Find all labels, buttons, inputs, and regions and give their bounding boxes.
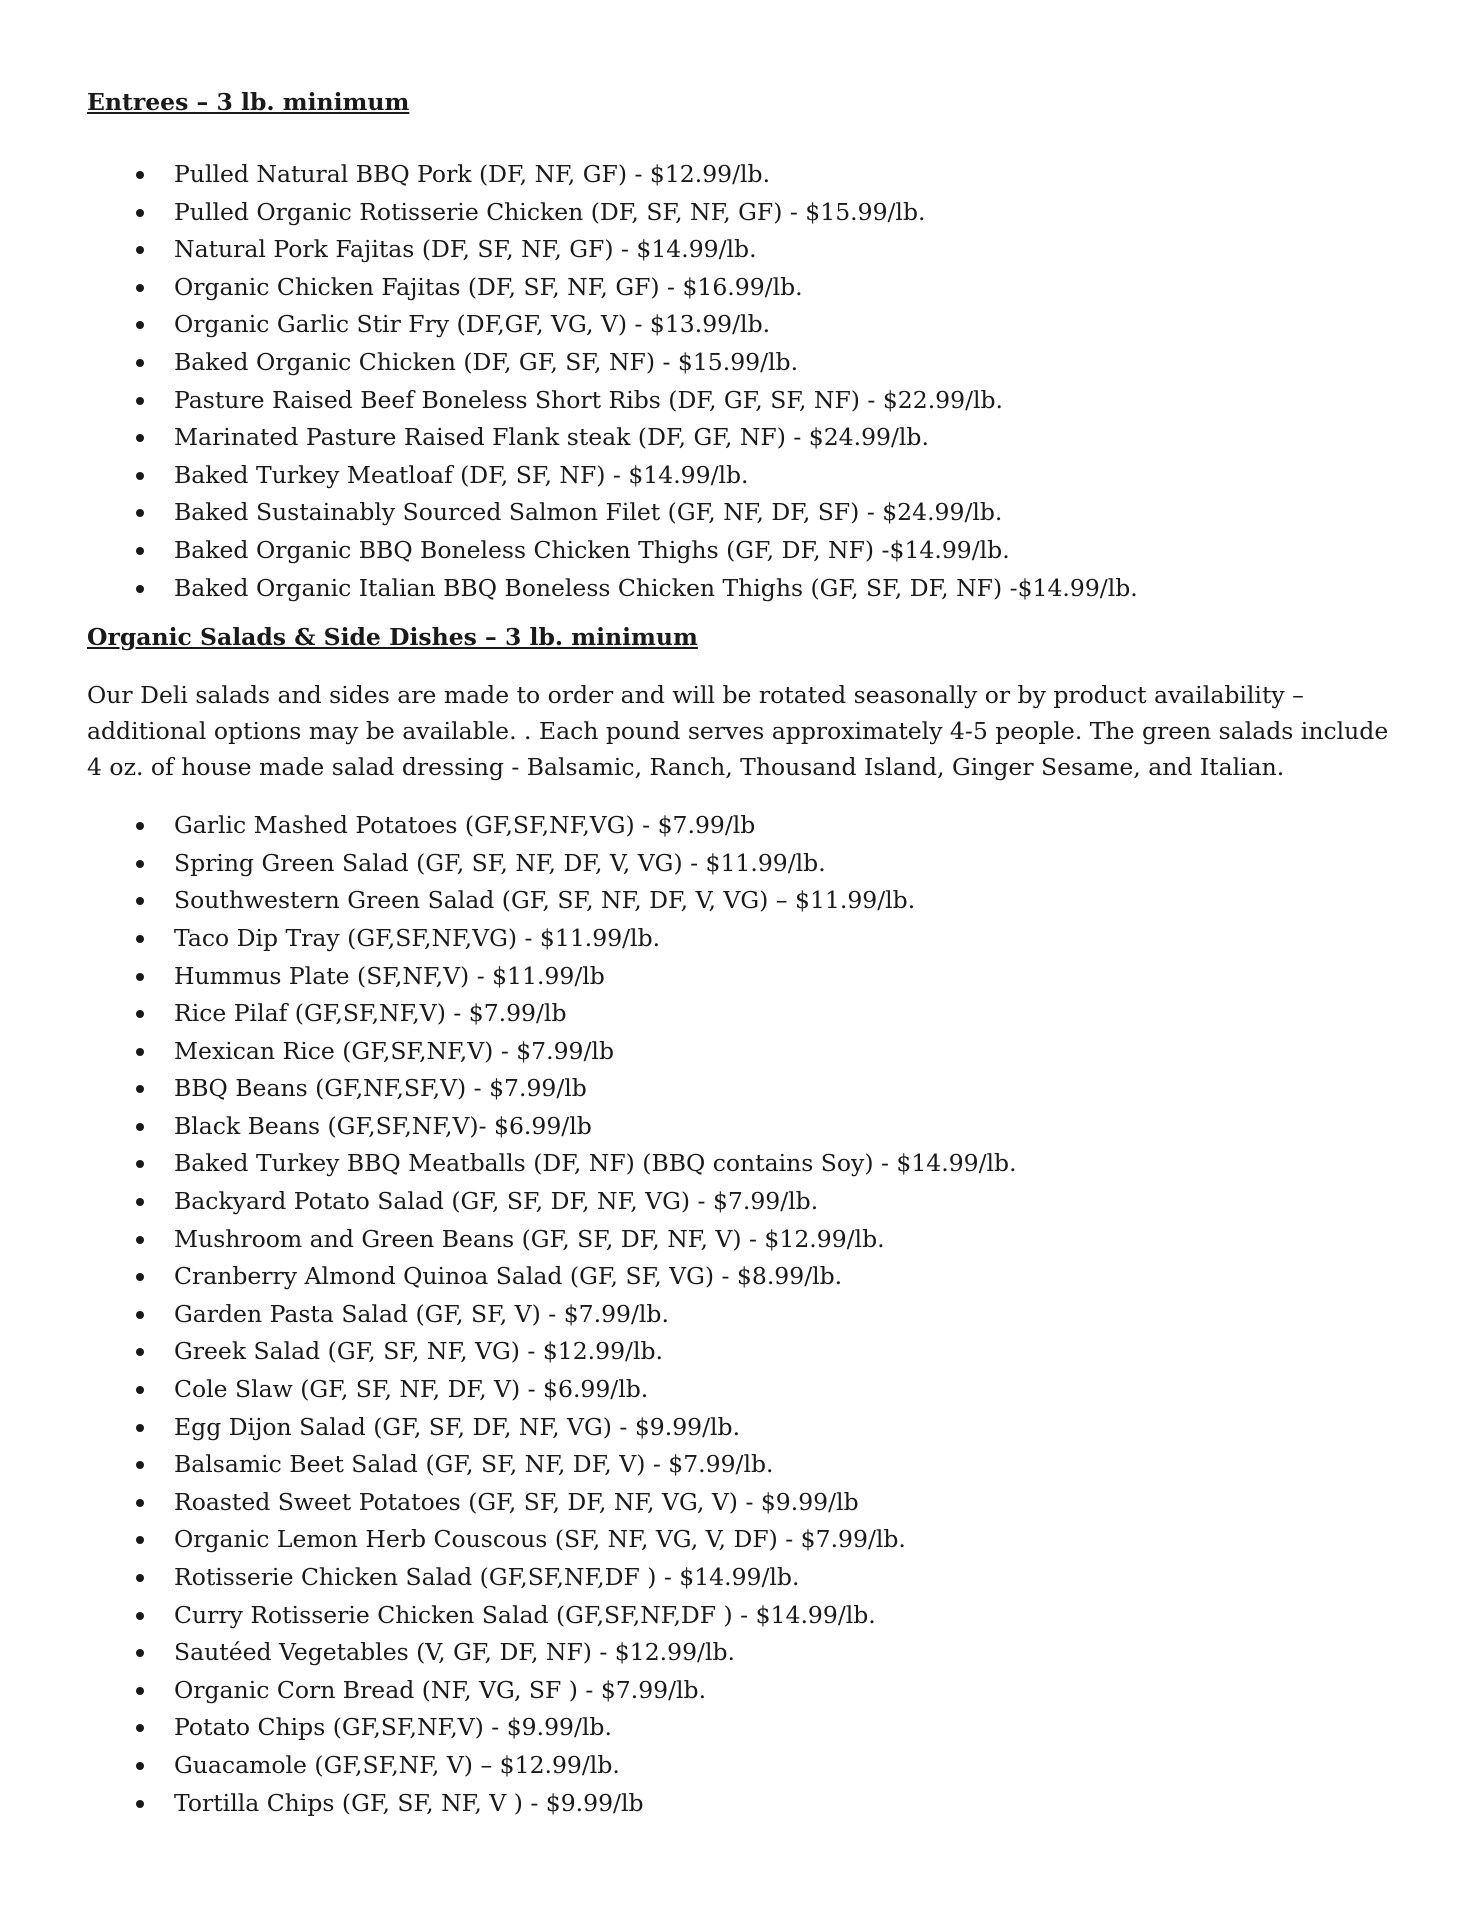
bullet-icon <box>136 1724 144 1732</box>
bullet-icon <box>136 246 144 254</box>
salads-list <box>87 807 1407 1822</box>
bullet-icon <box>136 1010 144 1018</box>
salad-item <box>87 1409 1407 1447</box>
bullet-icon <box>136 1311 144 1319</box>
salad-item-text: Spring Green Salad (GF, SF, NF, DF, V, VG) - $11.99/lb. <box>174 848 826 877</box>
salad-item <box>87 1333 1407 1371</box>
entree-item <box>87 156 1407 194</box>
bullet-icon <box>136 547 144 555</box>
entree-item <box>87 306 1407 344</box>
salad-item <box>87 995 1407 1033</box>
bullet-icon <box>136 822 144 830</box>
bullet-icon <box>136 1273 144 1281</box>
salad-item <box>87 1484 1407 1522</box>
entree-item <box>87 382 1407 420</box>
salad-item-text: Southwestern Green Salad (GF, SF, NF, DF, V, VG) – $11.99/lb. <box>174 886 916 915</box>
salad-item <box>87 807 1407 845</box>
salad-item <box>87 1709 1407 1747</box>
salad-item <box>87 920 1407 958</box>
salad-item <box>87 1221 1407 1259</box>
entree-item-text: Organic Garlic Stir Fry (DF,GF, VG, V) - $13.99/lb. <box>174 310 771 339</box>
salad-item-text: Egg Dijon Salad (GF, SF, DF, NF, VG) - $9.99/lb. <box>174 1412 741 1441</box>
salad-item-text: Mushroom and Green Beans (GF, SF, DF, NF, V) - $12.99/lb. <box>174 1224 885 1253</box>
salad-item <box>87 845 1407 883</box>
bullet-icon <box>136 1499 144 1507</box>
salad-item-text: Roasted Sweet Potatoes (GF, SF, DF, NF, VG, V) - $9.99/lb <box>174 1487 859 1516</box>
bullet-icon <box>136 897 144 905</box>
entree-item-text: Organic Chicken Fajitas (DF, SF, NF, GF) - $16.99/lb. <box>174 272 803 301</box>
menu-page <box>87 84 1407 1822</box>
salad-item <box>87 1747 1407 1785</box>
bullet-icon <box>136 1649 144 1657</box>
salad-item <box>87 1145 1407 1183</box>
salad-item-text: Mexican Rice (GF,SF,NF,V) - $7.99/lb <box>174 1036 614 1065</box>
entree-item <box>87 570 1407 608</box>
salad-item-text: Cole Slaw (GF, SF, NF, DF, V) - $6.99/lb. <box>174 1375 649 1404</box>
salad-item <box>87 1258 1407 1296</box>
bullet-icon <box>136 1536 144 1544</box>
salads-heading: Organic Salads & Side Dishes – 3 lb. minimum <box>87 623 698 652</box>
salad-item-text: Cranberry Almond Quinoa Salad (GF, SF, VG) - $8.99/lb. <box>174 1262 843 1291</box>
bullet-icon <box>136 1687 144 1695</box>
salad-item-text: Rice Pilaf (GF,SF,NF,V) - $7.99/lb <box>174 999 567 1028</box>
bullet-icon <box>136 1800 144 1808</box>
bullet-icon <box>136 509 144 517</box>
salad-item-text: Garlic Mashed Potatoes (GF,SF,NF,VG) - $7.99/lb <box>174 811 756 840</box>
entree-item <box>87 457 1407 495</box>
bullet-icon <box>136 585 144 593</box>
salad-item <box>87 1521 1407 1559</box>
entree-item-text: Marinated Pasture Raised Flank steak (DF, GF, NF) - $24.99/lb. <box>174 423 929 452</box>
entree-item <box>87 231 1407 269</box>
bullet-icon <box>136 1048 144 1056</box>
salad-item-text: Backyard Potato Salad (GF, SF, DF, NF, VG) - $7.99/lb. <box>174 1187 819 1216</box>
salad-item-text: Taco Dip Tray (GF,SF,NF,VG) - $11.99/lb. <box>174 923 661 952</box>
entrees-list <box>87 156 1407 607</box>
entree-item-text: Baked Organic Chicken (DF, GF, SF, NF) - $15.99/lb. <box>174 347 799 376</box>
bullet-icon <box>136 1461 144 1469</box>
entree-item <box>87 344 1407 382</box>
bullet-icon <box>136 860 144 868</box>
salad-item <box>87 1597 1407 1635</box>
salad-item-text: Sautéed Vegetables (V, GF, DF, NF) - $12.99/lb. <box>174 1638 735 1667</box>
entree-item-text: Baked Sustainably Sourced Salmon Filet (GF, NF, DF, SF) - $24.99/lb. <box>174 498 1003 527</box>
bullet-icon <box>136 472 144 480</box>
bullet-icon <box>136 321 144 329</box>
bullet-icon <box>136 1762 144 1770</box>
salad-item-text: Organic Lemon Herb Couscous (SF, NF, VG, V, DF) - $7.99/lb. <box>174 1525 906 1554</box>
salad-item <box>87 1446 1407 1484</box>
bullet-icon <box>136 1123 144 1131</box>
entree-item-text: Pasture Raised Beef Boneless Short Ribs (DF, GF, SF, NF) - $22.99/lb. <box>174 385 1004 414</box>
bullet-icon <box>136 1236 144 1244</box>
salad-item-text: Balsamic Beet Salad (GF, SF, NF, DF, V) - $7.99/lb. <box>174 1450 774 1479</box>
salad-item <box>87 1371 1407 1409</box>
salad-item-text: Organic Corn Bread (NF, VG, SF ) - $7.99/lb. <box>174 1675 707 1704</box>
salad-item <box>87 882 1407 920</box>
entree-item <box>87 494 1407 532</box>
bullet-icon <box>136 1348 144 1356</box>
bullet-icon <box>136 973 144 981</box>
salad-item-text: Potato Chips (GF,SF,NF,V) - $9.99/lb. <box>174 1713 612 1742</box>
entree-item-text: Natural Pork Fajitas (DF, SF, NF, GF) - $14.99/lb. <box>174 235 757 264</box>
salad-item-text: Tortilla Chips (GF, SF, NF, V ) - $9.99/lb <box>174 1788 644 1817</box>
bullet-icon <box>136 1612 144 1620</box>
salad-item <box>87 1033 1407 1071</box>
salad-item-text: Baked Turkey BBQ Meatballs (DF, NF) (BBQ contains Soy) - $14.99/lb. <box>174 1149 1017 1178</box>
salad-item <box>87 1108 1407 1146</box>
bullet-icon <box>136 1574 144 1582</box>
entree-item <box>87 269 1407 307</box>
bullet-icon <box>136 434 144 442</box>
salad-item-text: Hummus Plate (SF,NF,V) - $11.99/lb <box>174 961 605 990</box>
entrees-heading: Entrees – 3 lb. minimum <box>87 88 410 116</box>
bullet-icon <box>136 1424 144 1432</box>
salad-item <box>87 1183 1407 1221</box>
entree-item <box>87 194 1407 232</box>
salad-item-text: Rotisserie Chicken Salad (GF,SF,NF,DF ) - $14.99/lb. <box>174 1563 800 1591</box>
salad-item-text: BBQ Beans (GF,NF,SF,V) - $7.99/lb <box>174 1074 587 1103</box>
bullet-icon <box>136 1160 144 1168</box>
entree-item <box>87 532 1407 570</box>
bullet-icon <box>136 935 144 943</box>
bullet-icon <box>136 209 144 217</box>
salad-item-text: Greek Salad (GF, SF, NF, VG) - $12.99/lb. <box>174 1337 664 1366</box>
salad-item-text: Guacamole (GF,SF,NF, V) – $12.99/lb. <box>174 1750 620 1779</box>
entree-item-text: Pulled Natural BBQ Pork (DF, NF, GF) - $12.99/lb. <box>174 160 771 188</box>
entree-item-text: Baked Organic Italian BBQ Boneless Chicken Thighs (GF, SF, DF, NF) -$14.99/lb. <box>174 573 1138 602</box>
salad-item-text: Black Beans (GF,SF,NF,V)- $6.99/lb <box>174 1111 592 1140</box>
salad-item <box>87 1296 1407 1334</box>
salad-item <box>87 1634 1407 1672</box>
salad-item <box>87 1672 1407 1710</box>
entree-item-text: Pulled Organic Rotisserie Chicken (DF, SF, NF, GF) - $15.99/lb. <box>174 197 926 226</box>
salad-item <box>87 1070 1407 1108</box>
bullet-icon <box>136 171 144 179</box>
salads-intro: Our Deli salads and sides are made to order and will be rotated seasonally or by product availability – additional options may be available. . Each pound serves approximately 4-5 people. The green salads include 4 oz. of house made salad dressing - Balsamic, Ranch, Thousand Island, Ginger Sesame, and Italian. <box>87 681 1389 782</box>
bullet-icon <box>136 1386 144 1394</box>
bullet-icon <box>136 359 144 367</box>
bullet-icon <box>136 397 144 405</box>
bullet-icon <box>136 1198 144 1206</box>
entree-item-text: Baked Organic BBQ Boneless Chicken Thighs (GF, DF, NF) -$14.99/lb. <box>174 535 1010 564</box>
bullet-icon <box>136 1085 144 1093</box>
bullet-icon <box>136 284 144 292</box>
salad-item-text: Garden Pasta Salad (GF, SF, V) - $7.99/lb. <box>174 1299 669 1328</box>
entree-item-text: Baked Turkey Meatloaf (DF, SF, NF) - $14.99/lb. <box>174 460 749 489</box>
entree-item <box>87 419 1407 457</box>
salad-item-text: Curry Rotisserie Chicken Salad (GF,SF,NF,DF ) - $14.99/lb. <box>174 1600 876 1629</box>
salad-item <box>87 1559 1407 1597</box>
salad-item <box>87 958 1407 996</box>
salad-item <box>87 1785 1407 1823</box>
